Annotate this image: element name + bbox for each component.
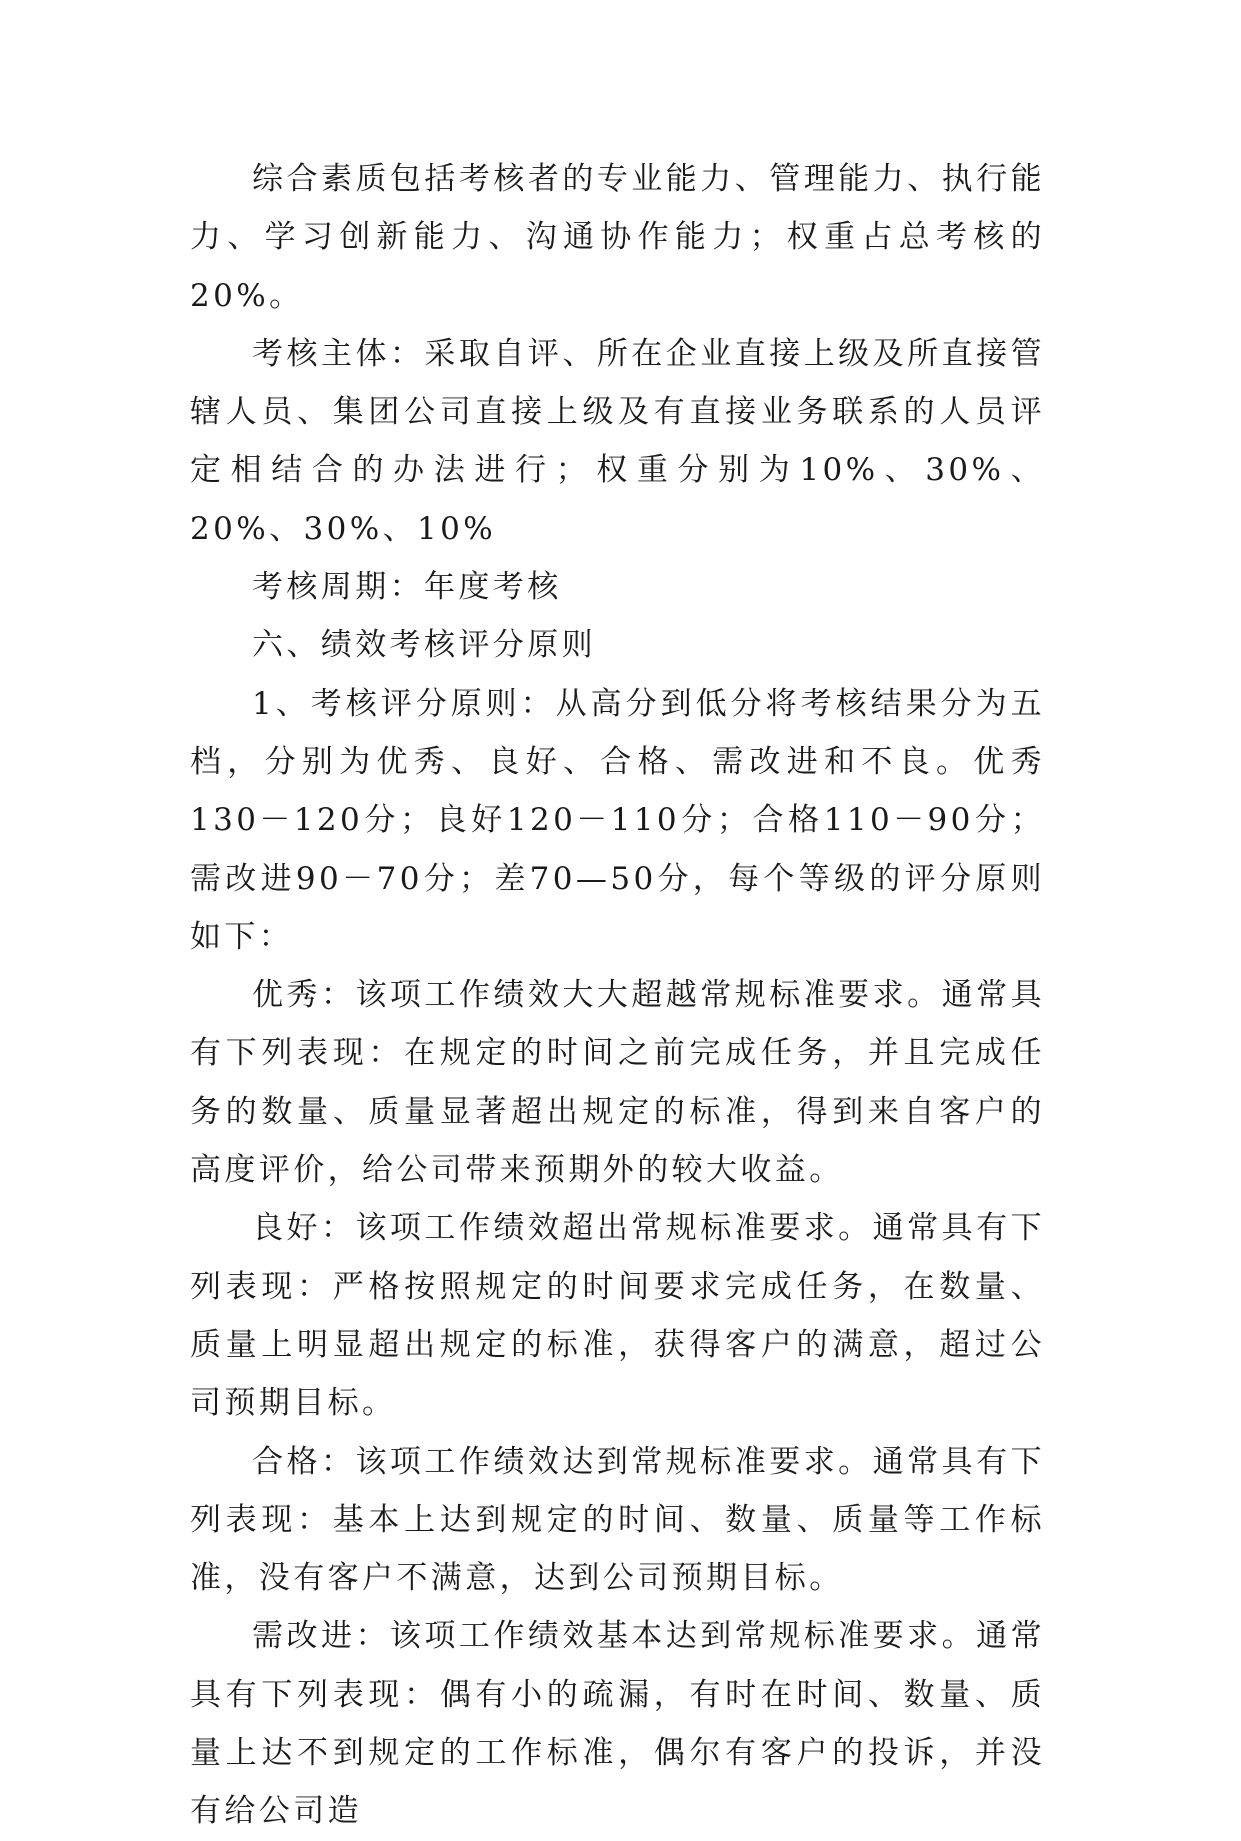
paragraph-grade-needs-improvement: 需改进：该项工作绩效基本达到常规标准要求。通常具有下列表现：偶有小的疏漏，有时在时间、数量、质量上达不到规定的工作标准，偶尔有客户的投诉，并没有给公司造	[190, 1618, 1045, 1830]
paragraph-overall-quality: 综合素质包括考核者的专业能力、管理能力、执行能力、学习创新能力、沟通协作能力；权重占总考核的20%。	[190, 161, 1045, 314]
paragraph-assessment-cycle: 考核周期：年度考核	[252, 569, 562, 606]
paragraph-grade-excellent: 优秀：该项工作绩效大大超越常规标准要求。通常具有下列表现：在规定的时间之前完成任务，并且完成任务的数量、质量显著超出规定的标准，得到来自客户的高度评价，给公司带来预期外的较大收益。	[190, 977, 1045, 1189]
paragraph-scoring-grades: 1、考核评分原则：从高分到低分将考核结果分为五档，分别为优秀、良好、合格、需改进和不良。优秀130－120分；良好120－110分；合格110－90分；需改进90－70分；差70—50分，每个等级的评分原则如下：	[190, 685, 1045, 955]
paragraph-grade-good: 良好：该项工作绩效超出常规标准要求。通常具有下列表现：严格按照规定的时间要求完成任务，在数量、质量上明显超出规定的标准，获得客户的满意，超过公司预期目标。	[190, 1210, 1045, 1422]
paragraph-assessment-subject: 考核主体：采取自评、所在企业直接上级及所直接管辖人员、集团公司直接上级及有直接业务联系的人员评定相结合的办法进行；权重分别为10%、30%、20%、30%、10%	[190, 335, 1045, 547]
section-heading-scoring-principles: 六、绩效考核评分原则	[252, 627, 596, 664]
document-body	[190, 150, 1045, 1841]
paragraph-grade-qualified: 合格：该项工作绩效达到常规标准要求。通常具有下列表现：基本上达到规定的时间、数量、质量等工作标准，没有客户不满意，达到公司预期目标。	[190, 1443, 1045, 1597]
